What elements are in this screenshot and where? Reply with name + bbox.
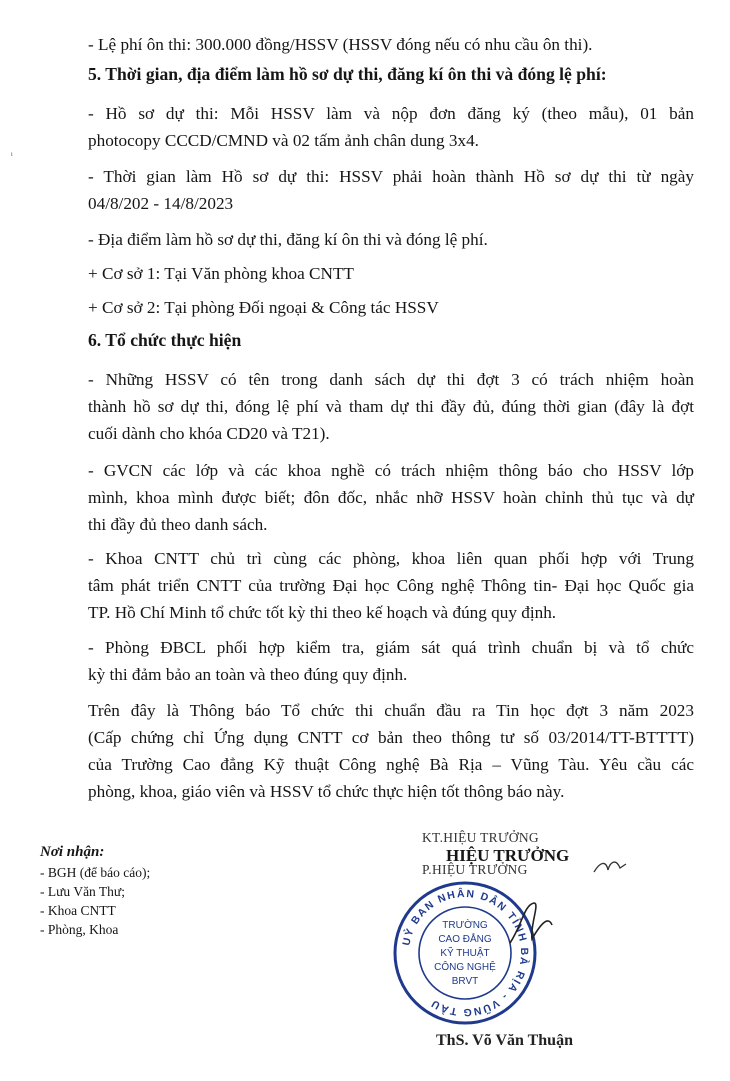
- deadline-line-1: - Thời gian làm Hồ sơ dự thi: HSSV phải hoàn thành Hồ sơ dự thi từ ngày: [88, 167, 694, 186]
- sig-kt-label: KT.HIỆU TRƯỞNG: [422, 830, 539, 845]
- handwritten-signature: [500, 895, 560, 955]
- duty-students-line-3: cuối dành cho khóa CD20 và T21).: [88, 424, 330, 443]
- sig-deputy-label: P.HIỆU TRƯỞNG: [422, 862, 528, 877]
- duty-students-line-2: thành hồ sơ dự thi, đóng lệ phí và tham dự thi đầy đủ, đúng thời gian (đây là đợt: [88, 397, 694, 416]
- stray-mark: ᵢ: [11, 147, 13, 158]
- closing-line-1: Trên đây là Thông báo Tổ chức thi chuẩn đầu ra Tin học đợt 3 năm 2023: [88, 701, 694, 720]
- seal-line: CAO ĐẲNG: [438, 934, 492, 945]
- seal-line: KỸ THUẬT: [440, 948, 490, 959]
- seal-line: TRƯỜNG: [442, 920, 488, 931]
- seal-ring-text: UỶ BAN NHÂN DÂN TỈNH BÀ RỊA - VŨNG TÀU: [400, 887, 531, 1019]
- sig-title: HIỆU TRƯỞNG: [446, 846, 570, 865]
- recipient-item: - BGH (để báo cáo);: [40, 865, 151, 880]
- campus-1-line: + Cơ sở 1: Tại Văn phòng khoa CNTT: [88, 264, 354, 283]
- deadline-line-2: 04/8/202 - 14/8/2023: [88, 194, 234, 213]
- recipients-title: Nơi nhận:: [40, 844, 105, 860]
- duty-faculty-line-1: - Khoa CNTT chủ trì cùng các phòng, khoa liên quan phối hợp với Trung: [88, 549, 694, 568]
- seal-line: CÔNG NGHỆ: [434, 962, 496, 973]
- closing-line-2: (Cấp chứng chỉ Ứng dụng CNTT cơ bản theo thông tư số 03/2014/TT-BTTTT): [88, 728, 694, 747]
- duty-teachers-line-2: mình, khoa mình được biết; đôn đốc, nhắc nhỡ HSSV hoàn chỉnh thủ tục và dự: [88, 488, 694, 507]
- section-6-heading: 6. Tổ chức thực hiện: [88, 330, 242, 350]
- location-line: - Địa điểm làm hồ sơ dự thi, đăng kí ôn thi và đóng lệ phí.: [88, 230, 488, 249]
- campus-2-line: + Cơ sở 2: Tại phòng Đối ngoại & Công tác HSSV: [88, 298, 439, 317]
- dossier-line-2: photocopy CCCD/CMND và 02 tấm ảnh chân dung 3x4.: [88, 131, 479, 150]
- fee-line: - Lệ phí ôn thi: 300.000 đồng/HSSV (HSSV đóng nếu có nhu cầu ôn thi).: [88, 35, 593, 54]
- duty-faculty-line-3: TP. Hồ Chí Minh tổ chức tốt kỳ thi theo kế hoạch và đúng quy định.: [88, 603, 557, 622]
- closing-line-4: phòng, khoa, giáo viên và HSSV tổ chức thực hiện tốt thông báo này.: [88, 782, 565, 801]
- initial-mark: [590, 852, 630, 880]
- duty-students-line-1: - Những HSSV có tên trong danh sách dự thi đợt 3 có trách nhiệm hoàn: [88, 370, 694, 389]
- closing-line-3: của Trường Cao đẳng Kỹ thuật Công nghệ Bà Rịa – Vũng Tàu. Yêu cầu các: [88, 755, 694, 774]
- duty-teachers-line-3: thi đầy đủ theo danh sách.: [88, 515, 268, 534]
- duty-teachers-line-1: - GVCN các lớp và các khoa nghề có trách nhiệm thông báo cho HSSV lớp: [88, 461, 694, 480]
- duty-qa-line-1: - Phòng ĐBCL phối hợp kiểm tra, giám sát quá trình chuẩn bị và tổ chức: [88, 638, 694, 657]
- dossier-line-1: - Hồ sơ dự thi: Mỗi HSSV làm và nộp đơn đăng ký (theo mẫu), 01 bản: [88, 104, 694, 123]
- recipient-item: - Khoa CNTT: [40, 903, 116, 918]
- signer-name: ThS. Võ Văn Thuận: [436, 1032, 573, 1049]
- section-5-heading: 5. Thời gian, địa điểm làm hồ sơ dự thi, đăng kí ôn thi và đóng lệ phí:: [88, 64, 607, 84]
- duty-qa-line-2: kỳ thi đảm bảo an toàn và theo đúng quy định.: [88, 665, 408, 684]
- duty-faculty-line-2: tâm phát triển CNTT của trường Đại học Công nghệ Thông tin- Đại học Quốc gia: [88, 576, 694, 595]
- recipient-item: - Lưu Văn Thư;: [40, 884, 126, 899]
- seal-line: BRVT: [451, 976, 479, 987]
- recipient-item: - Phòng, Khoa: [40, 922, 119, 937]
